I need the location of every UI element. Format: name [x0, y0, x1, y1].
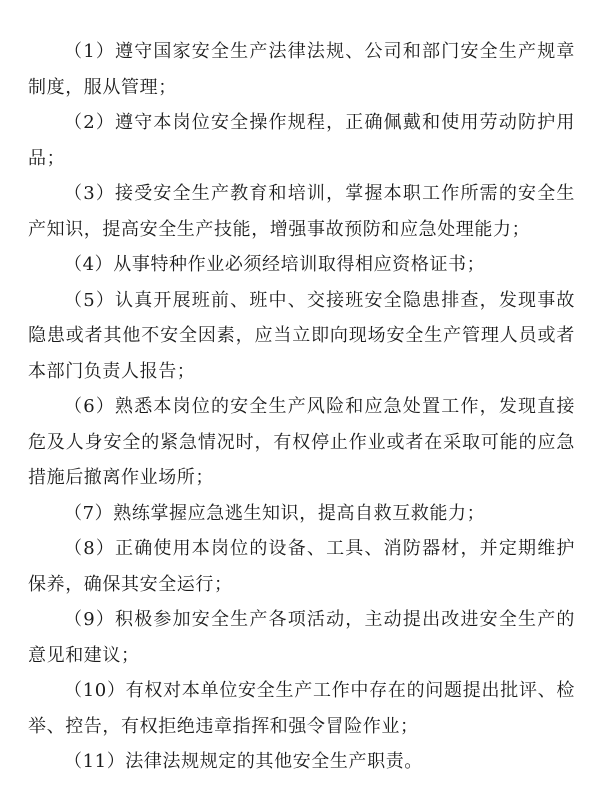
- duty-item-5: （5）认真开展班前、班中、交接班安全隐患排查，发现事故隐患或者其他不安全因素，应当立即向现场安全生产管理人员或者本部门负责人报告；: [28, 289, 575, 382]
- duty-item-8: （8）正确使用本岗位的设备、工具、消防器材，并定期维护保养，确保其安全运行；: [28, 538, 575, 595]
- duty-item-4: （4）从事特种作业必须经培训取得相应资格证书；: [64, 254, 486, 275]
- duty-item-9: （9）积极参加安全生产各项活动，主动提出改进安全生产的意见和建议；: [28, 609, 575, 666]
- duty-item-3: （3）接受安全生产教育和培训，掌握本职工作所需的安全生产知识，提高安全生产技能，增强事故预防和应急处理能力；: [28, 183, 575, 240]
- duty-item-7: （7）熟练掌握应急逃生知识，提高自救互救能力；: [64, 502, 486, 524]
- duty-item-1: （1）遵守国家安全生产法律法规、公司和部门安全生产规章制度，服从管理；: [28, 41, 575, 98]
- duty-item-6: （6）熟悉本岗位的安全生产风险和应急处置工作，发现直接危及人身安全的紧急情况时，有权停止作业或者在采取可能的应急措施后撤离作业场所；: [28, 396, 575, 488]
- duty-item-2: （2）遵守本岗位安全操作规程，正确佩戴和使用劳动防护用品；: [28, 112, 575, 169]
- duty-item-10: （10）有权对本单位安全生产工作中存在的问题提出批评、检举、控告，有权拒绝违章指挥和强令冒险作业；: [28, 680, 575, 737]
- duty-item-11: （11）法律法规规定的其他安全生产职责。: [64, 751, 423, 772]
